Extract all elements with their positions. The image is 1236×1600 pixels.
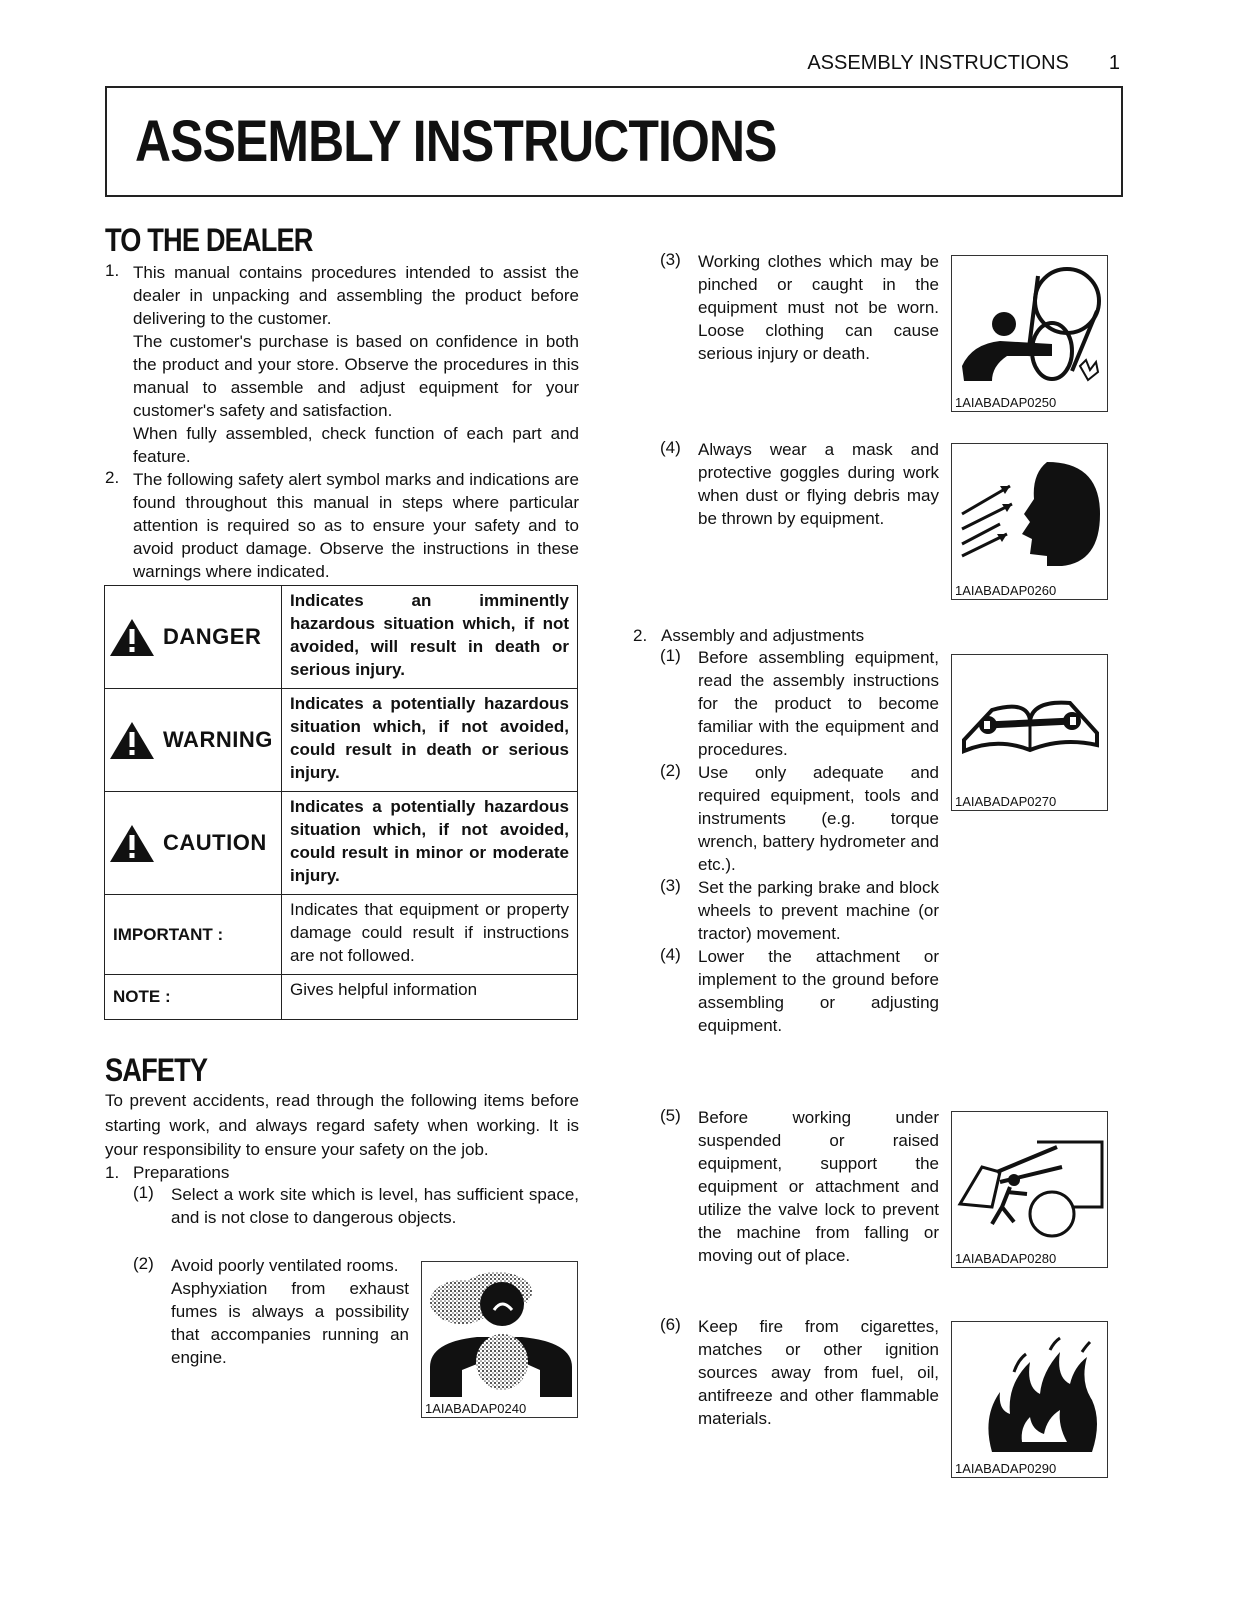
preparations-heading: [105, 1163, 579, 1183]
figure-code: 1AIABADAP0240: [425, 1401, 527, 1416]
assembly-item-5-text: Before working under suspended or raised equipment, support the equipment or attachment and utilize the valve lock to prevent the machine from falling or moving out of place.: [698, 1108, 939, 1265]
assembly-item-6-text: Keep fire from cigarettes, matches or other ignition sources away from fuel, oil, antifreeze and other flammable materials.: [698, 1317, 939, 1428]
figure-protective-goggles: [951, 443, 1108, 600]
prep-item-1-text: Select a work site which is level, has sufficient space, and is not close to dangerous objects.: [171, 1184, 579, 1227]
prep-item-2-text-2: Asphyxiation from exhaust fumes is always a possibility that accompanies running an engine.: [171, 1279, 409, 1367]
figure-fire: [951, 1321, 1108, 1478]
prep-item-3-text: Working clothes which may be pinched or caught in the equipment must not be worn. Loose clothing can cause serious injury or death.: [698, 252, 939, 363]
assembly-item-3-text: Set the parking brake and block wheels to prevent machine (or tractor) movement.: [698, 878, 939, 943]
warning-description: Indicates a potentially hazardous situation which, if not avoided, could result in death or serious injury.: [282, 689, 578, 792]
assembly-number: 2.: [633, 626, 648, 645]
prep-item-number: (1): [133, 1182, 154, 1202]
important-label: IMPORTANT :: [113, 924, 224, 944]
assembly-label: Assembly and adjustments: [661, 626, 865, 645]
prep-item-1: [133, 1183, 579, 1229]
safety-alert-icon: [109, 720, 155, 760]
assembly-item-2-text: Use only adequate and required equipment, tools and instruments (e.g. torque wrench, battery hydrometer and etc.).: [698, 763, 939, 874]
running-title: ASSEMBLY INSTRUCTIONS: [807, 52, 1069, 74]
figure-exhaust-fumes: [421, 1261, 578, 1418]
prep-item-4-text: Always wear a mask and protective goggles during work when dust or flying debris may be thrown by equipment.: [698, 440, 939, 528]
prep-item-number: (4): [660, 438, 681, 457]
signal-word-table: [104, 585, 578, 1020]
page-title: ASSEMBLY INSTRUCTIONS: [135, 109, 777, 174]
figure-code: 1AIABADAP0280: [955, 1251, 1057, 1266]
table-row: [105, 975, 578, 1020]
prep-item-number: (2): [133, 1254, 154, 1273]
to-the-dealer-section: [105, 222, 579, 583]
safety-intro: To prevent accidents, read through the following items before starting work, and always regard safety when working. It is your responsibility to ensure your safety on the job.: [105, 1091, 579, 1159]
danger-label: DANGER: [163, 624, 262, 649]
page-number: 1: [1108, 52, 1120, 74]
prep-item-4: [660, 438, 939, 530]
prep-item-number: (3): [660, 250, 681, 269]
safety-alert-icon: [109, 617, 155, 657]
prep-item-2-text: Avoid poorly ventilated rooms.: [171, 1256, 399, 1275]
dealer-item-2: [105, 468, 579, 583]
figure-code: 1AIABADAP0270: [955, 794, 1057, 809]
assembly-item-1-text: Before assembling equipment, read the assembly instructions for the product to become familiar with the equipment and procedures.: [698, 648, 939, 759]
safety-alert-icon: [109, 823, 155, 863]
important-description: Indicates that equipment or property damage could result if instructions are not followed.: [282, 895, 578, 975]
figure-code: 1AIABADAP0250: [955, 395, 1057, 410]
dealer-item-1-paragraph-2: The customer's purchase is based on confidence in both the product and your store. Observe the procedures in this manual to assemble and adjust equipment for your customer's safety and satisfaction.: [133, 332, 579, 420]
assembly-item-number: (1): [660, 646, 681, 665]
assembly-item-number: (5): [660, 1106, 681, 1125]
dealer-item-number: 2.: [105, 468, 120, 487]
figure-code: 1AIABADAP0290: [955, 1461, 1057, 1476]
dealer-item-1-paragraph-3: When fully assembled, check function of each part and feature.: [133, 424, 579, 466]
exhaust-fumes-icon: [422, 1262, 577, 1402]
assembly-item-number: (6): [660, 1315, 681, 1334]
table-row: [105, 792, 578, 895]
dealer-item-1: [105, 261, 579, 468]
assembly-item-number: (2): [660, 761, 681, 780]
assembly-heading: [633, 626, 939, 646]
assembly-item-5: [660, 1106, 939, 1267]
figure-loose-clothing: [951, 255, 1108, 412]
preparations-label: Preparations: [133, 1162, 230, 1182]
preparations-number: 1.: [105, 1162, 120, 1182]
assembly-item-number: (4): [660, 945, 681, 964]
figure-read-manual: [951, 654, 1108, 811]
table-row: [105, 586, 578, 689]
dealer-item-1-paragraph-1: This manual contains procedures intended to assist the dealer in unpacking and assembling the product before delivering to the customer.: [133, 263, 579, 328]
assembly-item-2: [660, 761, 939, 876]
table-row: [105, 689, 578, 792]
table-row: [105, 895, 578, 975]
assembly-item-number: (3): [660, 876, 681, 895]
running-header: [700, 52, 1120, 75]
caution-description: Indicates a potentially hazardous situation which, if not avoided, could result in minor or moderate injury.: [282, 792, 578, 895]
manual-book-icon: [952, 655, 1107, 795]
dealer-heading: TO THE DEALER: [105, 222, 313, 258]
danger-description: Indicates an imminently hazardous situation which, if not avoided, will result in death or serious injury.: [282, 586, 578, 689]
title-box: [105, 86, 1123, 197]
figure-raised-equipment: [951, 1111, 1108, 1268]
flying-debris-icon: [952, 444, 1107, 584]
assembly-item-1: [660, 646, 939, 761]
prep-item-3: [660, 250, 939, 365]
crush-hazard-icon: [952, 1112, 1107, 1252]
dealer-item-2-paragraph: The following safety alert symbol marks and indications are found throughout this manual in steps where particular attention is required so as to ensure your safety and to avoid product damage. Observe the instructions in these warnings where indicated.: [133, 470, 579, 581]
caution-label: CAUTION: [163, 830, 267, 855]
assembly-item-3: [660, 876, 939, 945]
flame-icon: [952, 1322, 1107, 1462]
assembly-item-6: [660, 1315, 939, 1430]
assembly-item-4: [660, 945, 939, 1037]
safety-section: [105, 1052, 579, 1229]
figure-code: 1AIABADAP0260: [955, 583, 1057, 598]
prep-item-2: [133, 1254, 409, 1369]
assembly-item-4-text: Lower the attachment or implement to the ground before assembling or adjusting equipment.: [698, 947, 939, 1035]
note-description: Gives helpful information: [282, 975, 578, 1020]
note-label: NOTE :: [113, 987, 171, 1006]
warning-label: WARNING: [163, 727, 273, 752]
entanglement-hazard-icon: [952, 256, 1107, 396]
assembly-section: [633, 626, 939, 1037]
safety-heading: SAFETY: [105, 1052, 208, 1088]
dealer-item-number: 1.: [105, 261, 120, 280]
